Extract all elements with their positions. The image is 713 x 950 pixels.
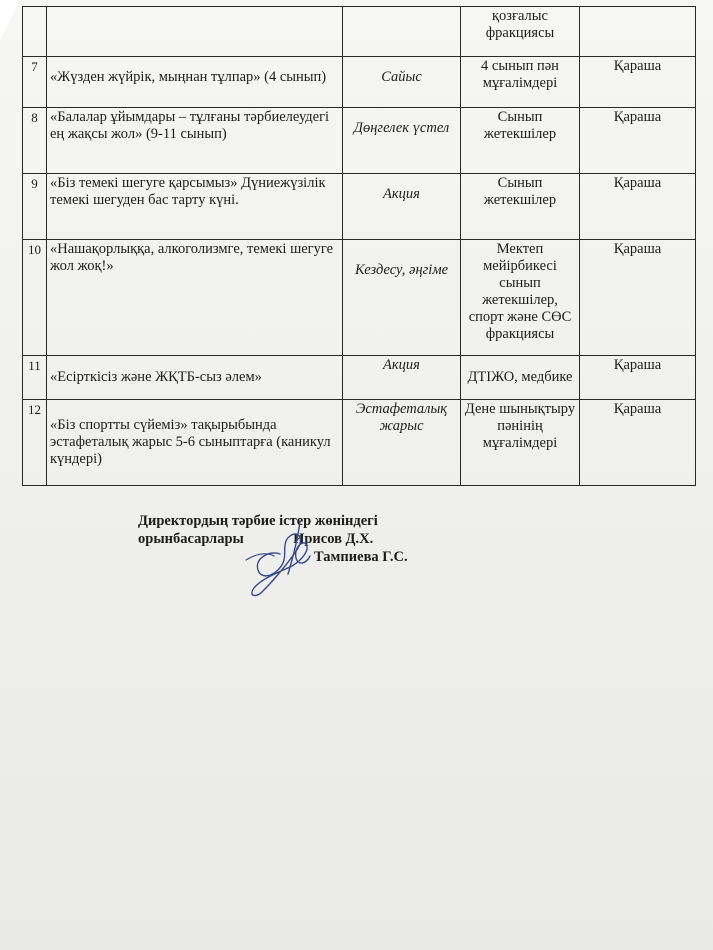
adjacent-page-edge: [0, 0, 20, 40]
event-form: Акция: [343, 356, 461, 400]
row-number: 8: [23, 108, 47, 174]
signatory-position: Директордың тәрбие істер жөніндегі: [138, 513, 378, 529]
responsible-cell: 4 сынып пән мұғалімдері: [461, 57, 580, 108]
table-row: [23, 400, 696, 486]
table-row: [23, 108, 696, 174]
table-row: [23, 57, 696, 108]
row-number: 7: [23, 57, 47, 108]
responsible-cell: қозғалыс фракциясы: [461, 7, 580, 57]
table-row: [23, 240, 696, 356]
responsible-cell: Сынып жетекшілер: [461, 174, 580, 240]
responsible-cell: Дене шынықтыру пәнінің мұғалімдері: [461, 400, 580, 486]
handwritten-signature-icon: [240, 514, 335, 602]
month-cell: Қараша: [580, 400, 696, 486]
event-form: Акция: [343, 174, 461, 240]
signatory-name-1: Ирисов Д.Х.: [293, 531, 374, 547]
row-number: 9: [23, 174, 47, 240]
event-title: «Нашақорлыққа, алкоголизмге, темекі шегуге жол жоқ!»: [47, 240, 343, 356]
signatory-role: орынбасарлары: [138, 531, 244, 547]
event-form: Кездесу, әңгіме: [343, 240, 461, 356]
events-plan-table: [22, 6, 696, 486]
signatory-name-2: Тампиева Г.С.: [314, 549, 408, 565]
month-cell: Қараша: [580, 57, 696, 108]
row-number: 11: [23, 356, 47, 400]
event-title: «Есірткісіз және ЖҚТБ-сыз әлем»: [47, 356, 343, 400]
event-form: Дөңгелек үстел: [343, 108, 461, 174]
table-row: [23, 356, 696, 400]
responsible-cell: Сынып жетекшілер: [461, 108, 580, 174]
table-row: [23, 174, 696, 240]
month-cell: Қараша: [580, 108, 696, 174]
event-title: «Жүзден жүйрік, мыңнан тұлпар» (4 сынып): [47, 57, 343, 108]
month-cell: Қараша: [580, 174, 696, 240]
row-number: 10: [23, 240, 47, 356]
month-cell: Қараша: [580, 356, 696, 400]
responsible-cell: ДТІЖО, медбике: [461, 356, 580, 400]
event-title: «Біз спортты сүйеміз» тақырыбында эстафеталық жарыс 5-6 сыныптарға (каникул күндері): [47, 400, 343, 486]
event-form: Сайыс: [343, 57, 461, 108]
row-number: 12: [23, 400, 47, 486]
event-title: «Біз темекі шегуге қарсымыз» Дүниежүзілік темекі шегуден бас тарту күні.: [47, 174, 343, 240]
event-form: Эстафеталық жарыс: [343, 400, 461, 486]
responsible-cell: Мектеп мейірбикесі сынып жетекшілер, спорт және СӨС фракциясы: [461, 240, 580, 356]
table-row: [23, 7, 696, 57]
month-cell: Қараша: [580, 240, 696, 356]
event-title: «Балалар ұйымдары – тұлғаны тәрбиелеудегі ең жақсы жол» (9-11 сынып): [47, 108, 343, 174]
